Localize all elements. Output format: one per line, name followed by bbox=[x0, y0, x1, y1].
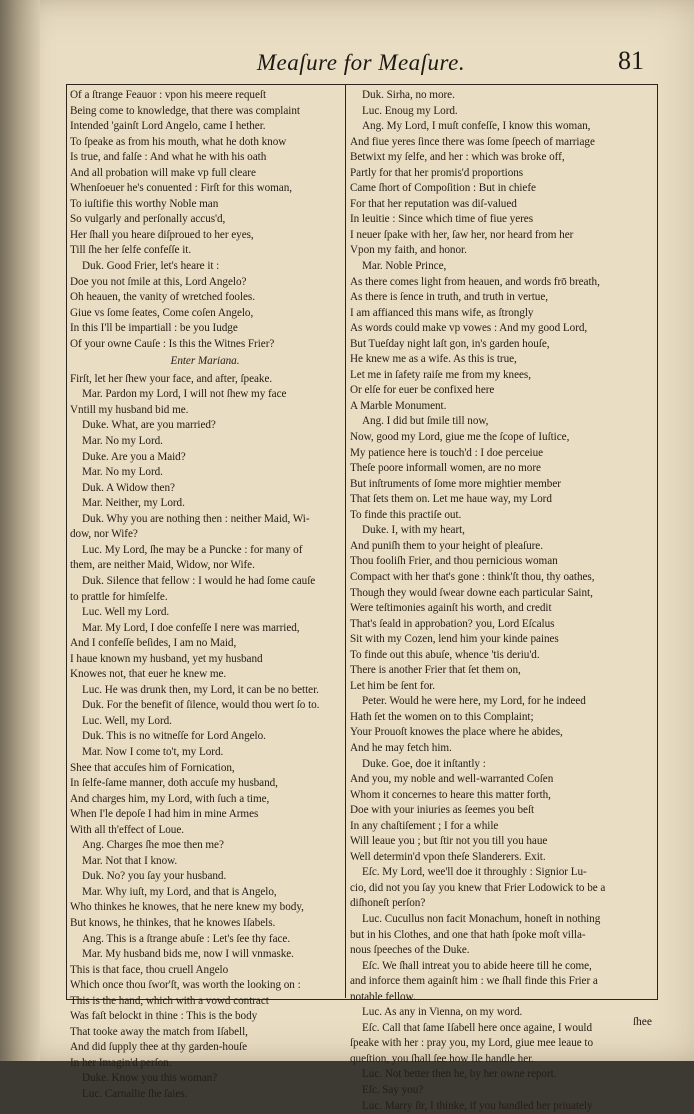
text-line: Eſc. We ſhall intreat you to abide heere till he come, bbox=[362, 959, 592, 972]
text-line: Your Prouoſt knowes the place where he abides, bbox=[350, 726, 563, 739]
left-text-column bbox=[70, 88, 340, 1100]
text-line: Mar. No my Lord. bbox=[82, 435, 163, 448]
text-line: But knows, he thinkes, that he knowes Iſabels. bbox=[70, 916, 276, 929]
text-line: Knowes not, that euer he knew me. bbox=[70, 668, 227, 681]
text-line: Partly for that her promis'd proportions bbox=[350, 166, 524, 179]
text-line: Luc. Not better then he, by her owne report. bbox=[362, 1068, 557, 1081]
text-line: Duk. Silence that fellow : I would he had ſome cauſe bbox=[82, 574, 316, 587]
text-line: Doe with your iniuries as ſeemes you beſt bbox=[350, 804, 535, 817]
text-line: ſpeake with her : pray you, my Lord, giue mee leaue to bbox=[350, 1037, 594, 1050]
text-line: And you, my noble and well-warranted Coſen bbox=[350, 773, 554, 786]
text-line: Duk. This is no witneſſe for Lord Angelo. bbox=[82, 730, 266, 743]
text-line: As there is ſence in truth, and truth in vertue, bbox=[350, 291, 548, 304]
text-line: notable fellow. bbox=[350, 990, 416, 1003]
text-line: In leuitie : Since which time of fiue yeres bbox=[350, 213, 534, 226]
text-line: A Marble Monument. bbox=[350, 399, 447, 412]
text-line: Compact with her that's gone : think'ſt thou, thy oathes, bbox=[350, 570, 595, 583]
text-line: Ang. My Lord, I muſt confeſſe, I know this woman, bbox=[362, 120, 591, 133]
text-line: Duke. Know you this woman? bbox=[82, 1072, 218, 1085]
text-line: diſhoneſt perſon? bbox=[350, 897, 426, 910]
text-line: As words could make vp vowes : And my good Lord, bbox=[350, 322, 588, 335]
text-line: Of your owne Cauſe : Is this the Witnes Frier? bbox=[70, 337, 275, 350]
text-line: Mar. My Lord, I doe confeſſe I nere was married, bbox=[82, 621, 300, 634]
text-line: Luc. Well my Lord. bbox=[82, 606, 170, 619]
text-line: to prattle for himſelfe. bbox=[70, 590, 168, 603]
text-line: Duke. Are you a Maid? bbox=[82, 450, 186, 463]
text-line: Who thinkes he knowes, that he nere knew my body, bbox=[70, 901, 304, 914]
text-line: Came ſhort of Compoſition : But in chiefe bbox=[350, 182, 536, 195]
text-line: and inforce them againſt him : we ſhall finde this Frier a bbox=[350, 975, 598, 988]
text-line: Duk. A Widow then? bbox=[82, 481, 175, 494]
text-line: Mar. Pardon my Lord, I will not ſhew my face bbox=[82, 388, 287, 401]
text-line: Mar. Noble Prince, bbox=[362, 260, 447, 273]
text-line: Luc. As any in Vienna, on my word. bbox=[362, 1006, 523, 1019]
text-line: My patience here is touch'd : I doe perceiue bbox=[350, 446, 544, 459]
text-line: Ang. This is a ſtrange abuſe : Let's ſee thy face. bbox=[82, 932, 291, 945]
text-line: Duk. No? you ſay your husband. bbox=[82, 870, 227, 883]
text-line: Ang. Charges ſhe moe then me? bbox=[82, 839, 224, 852]
text-line: Luc. Marry ſir, I thinke, if you handled her priuately bbox=[362, 1099, 593, 1112]
text-line: To iuſtifie this worthy Noble man bbox=[70, 197, 219, 210]
text-line: cio, did not you ſay you knew that Frier Lodowick to be a bbox=[350, 881, 606, 894]
text-line: In her Imagin'd perſon. bbox=[70, 1056, 172, 1069]
text-line: I am affianced this mans wife, as ſtrongly bbox=[350, 306, 534, 319]
text-line: Mar. No my Lord. bbox=[82, 466, 163, 479]
text-line: In this I'll be impartiall : be you Iudge bbox=[70, 322, 238, 335]
text-line: Luc. Enoug my Lord. bbox=[362, 104, 458, 117]
text-line: Mar. My husband bids me, now I will vnmaske. bbox=[82, 948, 294, 961]
text-line: Firſt, let her ſhew your face, and after, ſpeake. bbox=[70, 372, 273, 385]
text-line: And did ſupply thee at thy garden-houſe bbox=[70, 1041, 248, 1054]
column-divider-rule bbox=[345, 84, 346, 998]
text-line: but in his Clothes, and one that hath ſpoke moſt villa- bbox=[350, 928, 586, 941]
text-line: And fiue yeres ſince there was ſome ſpeech of marriage bbox=[350, 135, 595, 148]
text-line: Peter. Would he were here, my Lord, for he indeed bbox=[362, 695, 586, 708]
text-line: Luc. My Lord, ſhe may be a Puncke : for many of bbox=[82, 543, 303, 556]
text-line: Well determin'd vpon theſe Slanderers. Exit. bbox=[350, 850, 546, 863]
text-line: And charges him, my Lord, with ſuch a time, bbox=[70, 792, 270, 805]
text-line: Duke. What, are you married? bbox=[82, 419, 216, 432]
text-line: Oh heauen, the vanity of wretched fooles. bbox=[70, 291, 255, 304]
text-line: Being come to knowledge, that there was complaint bbox=[70, 104, 300, 117]
text-line: That ſets them on. Let me haue way, my Lord bbox=[350, 493, 552, 506]
text-line: And all probation will make vp full cleare bbox=[70, 166, 256, 179]
text-line: Duke. I, with my heart, bbox=[362, 524, 465, 537]
text-line: With all th'effect of Loue. bbox=[70, 823, 185, 836]
text-line: There is another Frier that ſet them on, bbox=[350, 664, 521, 677]
text-line: Hath ſet the women on to this Complaint; bbox=[350, 710, 534, 723]
text-line: I neuer ſpake with her, ſaw her, nor heard from her bbox=[350, 228, 574, 241]
text-line: But Tueſday night laſt gon, in's garden houſe, bbox=[350, 337, 550, 350]
text-line: Whom it concernes to heare this matter forth, bbox=[350, 788, 551, 801]
text-line: Eſc. My Lord, wee'll doe it throughly : Signior Lu- bbox=[362, 866, 587, 879]
text-line: queſtion, you ſhall ſee how Ile handle her. bbox=[350, 1052, 534, 1065]
text-line: Luc. He was drunk then, my Lord, it can be no better. bbox=[82, 683, 319, 696]
text-line: Vntill my husband bid me. bbox=[70, 403, 189, 416]
text-line: Sit with my Cozen, lend him your kinde paines bbox=[350, 633, 559, 646]
stage-direction: Enter Mariana. bbox=[170, 355, 240, 368]
text-line: Duk. Sirha, no more. bbox=[362, 89, 455, 101]
text-line: dow, nor Wife? bbox=[70, 528, 138, 541]
text-line: Duk. For the benefit of ſilence, would thou wert ſo to. bbox=[82, 699, 320, 712]
text-line: And he may fetch him. bbox=[350, 741, 452, 754]
text-line: Luc. Cucullus non facit Monachum, honeſt in nothing bbox=[362, 912, 601, 925]
text-line: Betwixt my ſelfe, and her : which was broke off, bbox=[350, 151, 565, 164]
text-line: Of a ſtrange Feauor : vpon his meere requeſt bbox=[70, 89, 266, 101]
catchword: ſhee bbox=[632, 1016, 652, 1028]
text-line: Let him be ſent for. bbox=[350, 679, 436, 692]
text-line: That tooke away the match from Iſabell, bbox=[70, 1025, 248, 1038]
text-line: Luc. Carnallie ſhe ſaies. bbox=[82, 1088, 188, 1100]
text-line: Eſc. Say you? bbox=[362, 1084, 424, 1096]
text-line: To finde this practiſe out. bbox=[350, 508, 462, 521]
text-line: Thou fooliſh Frier, and thou pernicious woman bbox=[350, 555, 558, 568]
text-line: Though they would ſwear downe each particular Saint, bbox=[350, 586, 593, 599]
text-line: Let me in ſafety raiſe me from my knees, bbox=[350, 368, 531, 381]
text-line: Vpon my faith, and honor. bbox=[350, 244, 467, 257]
text-line: I haue known my husband, yet my husband bbox=[70, 652, 263, 665]
page-header bbox=[66, 42, 656, 86]
text-line: That's ſeald in approbation? you, Lord Eſcalus bbox=[350, 617, 555, 630]
text-line: Is true, and falſe : And what he with his oath bbox=[70, 151, 267, 164]
text-line: Mar. Not that I know. bbox=[82, 854, 178, 867]
text-line: Luc. Well, my Lord. bbox=[82, 714, 172, 727]
text-line: As there comes light from heauen, and words frō breath, bbox=[350, 275, 600, 288]
running-title: Meaſure for Meaſure. bbox=[256, 50, 466, 75]
text-line: This is that face, thou cruell Angelo bbox=[70, 963, 229, 976]
text-line: But inſtruments of ſome more mightier member bbox=[350, 477, 561, 490]
text-line: nous ſpeeches of the Duke. bbox=[350, 944, 470, 957]
text-line: Mar. Now I come to't, my Lord. bbox=[82, 745, 224, 758]
text-line: Doe you not ſmile at this, Lord Angelo? bbox=[70, 275, 247, 288]
text-line: Intended 'gainſt Lord Angelo, came I hether. bbox=[70, 120, 266, 133]
page-number: 81 bbox=[618, 46, 644, 75]
text-line: Was faſt belockt in thine : This is the body bbox=[70, 1010, 258, 1023]
text-line: Duk. Good Frier, let's heare it : bbox=[82, 260, 220, 273]
right-text-column bbox=[350, 88, 628, 1112]
text-line: Now, good my Lord, giue me the ſcope of Iuſtice, bbox=[350, 431, 570, 444]
book-gutter bbox=[0, 0, 40, 1061]
text-line: Duk. Why you are nothing then : neither Maid, Wi- bbox=[82, 512, 310, 525]
text-line: Eſc. Call that ſame Iſabell here once againe, I would bbox=[362, 1021, 593, 1034]
text-line: He knew me as a wife. As this is true, bbox=[350, 353, 517, 366]
text-line: Giue vs ſome ſeates, Come coſen Angelo, bbox=[70, 306, 254, 319]
text-line: Theſe poore informall women, are no more bbox=[350, 462, 541, 475]
text-line: To ſpeake as from his mouth, what he doth know bbox=[70, 135, 287, 148]
text-line: Duke. Goe, doe it inſtantly : bbox=[362, 757, 486, 770]
text-line: So vulgarly and perſonally accus'd, bbox=[70, 213, 226, 226]
text-line: Her ſhall you heare diſproued to her eyes, bbox=[70, 228, 254, 241]
text-line: To finde out this abuſe, whence 'tis deriu'd. bbox=[350, 648, 540, 661]
text-line: Or elſe for euer be confixed here bbox=[350, 384, 495, 397]
text-line: Till ſhe her ſelfe confeſſe it. bbox=[70, 244, 192, 257]
text-line: them, are neither Maid, Widow, nor Wife. bbox=[70, 559, 255, 572]
text-line: Ang. I did but ſmile till now, bbox=[362, 415, 489, 428]
text-line: And I confeſſe beſides, I am no Maid, bbox=[70, 637, 237, 650]
text-line: Shee that accuſes him of Fornication, bbox=[70, 761, 235, 774]
text-line: Will leaue you ; but ſtir not you till you haue bbox=[350, 835, 548, 848]
text-line: Mar. Why iuſt, my Lord, and that is Angelo, bbox=[82, 885, 277, 898]
text-line: In ſelfe-ſame manner, doth accuſe my husband, bbox=[70, 777, 278, 790]
text-line: For that her reputation was diſ-valued bbox=[350, 197, 517, 210]
text-line: This is the hand, which with a vowd contract bbox=[70, 994, 269, 1007]
text-line: Which once thou ſwor'ſt, was worth the looking on : bbox=[70, 979, 301, 992]
text-line: Whenſoeuer he's conuented : Firſt for this woman, bbox=[70, 182, 293, 195]
text-line: In any chaſtiſement ; I for a while bbox=[350, 819, 499, 832]
text-line: Mar. Neither, my Lord. bbox=[82, 497, 185, 510]
text-line: When I'le depoſe I had him in mine Armes bbox=[70, 808, 259, 821]
text-line: Were teſtimonies againſt his worth, and credit bbox=[350, 602, 552, 615]
text-line: And puniſh them to your height of pleaſure. bbox=[350, 539, 543, 552]
